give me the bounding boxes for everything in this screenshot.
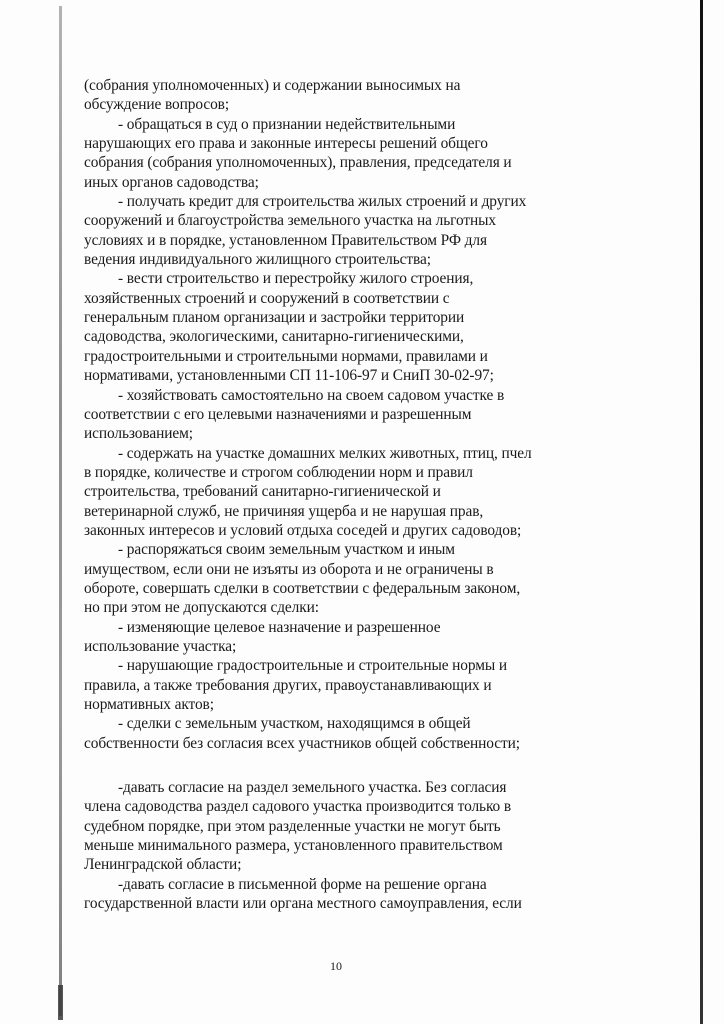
text-line: Ленинградской области; xyxy=(84,856,242,874)
text-line: условиях и в порядке, установленном Правительством РФ для xyxy=(84,231,487,249)
text-line: ведения индивидуального жилищного строительства; xyxy=(84,251,431,269)
text-line: нарушающих его права и законные интересы решений общего xyxy=(84,135,488,153)
text-line: градостроительными и строительными нормами, правилами и xyxy=(84,347,488,365)
text-line: - хозяйствовать самостоятельно на своем садовом участке в xyxy=(118,386,505,404)
paragraph-gap xyxy=(84,753,624,778)
text-line: государственной власти или органа местного самоуправления, если xyxy=(84,895,522,913)
text-line: обсуждение вопросов; xyxy=(84,96,230,114)
text-line: судебном порядке, при этом разделенные участки не могут быть xyxy=(84,817,501,835)
text-line: -давать согласие в письменной форме на решение органа xyxy=(118,875,487,893)
text-line: использование участка; xyxy=(84,637,237,655)
text-line: (собрания уполномоченных) и содержании выносимых на xyxy=(84,77,461,94)
text-line: в порядке, количестве и строгом соблюдении норм и правил xyxy=(84,463,473,481)
text-line: - нарушающие градостроительные и строительные нормы и xyxy=(118,657,508,675)
text-line: законных интересов и условий отдыха соседей и других садоводов; xyxy=(84,521,522,539)
text-line: имуществом, если они не изъяты из оборота и не ограничены в xyxy=(84,560,494,578)
text-line: но при этом не допускаются сделки: xyxy=(84,599,319,617)
text-line: соответствии с его целевыми назначениями и разрешенным xyxy=(84,405,472,423)
text-line: меньше минимального размера, установленного правительством xyxy=(84,837,503,855)
text-line: - получать кредит для строительства жилых строений и других xyxy=(118,193,527,211)
text-line: - сделки с земельным участком, находящимся в общей xyxy=(118,715,471,733)
document-body xyxy=(84,76,624,913)
page-number: 10 xyxy=(330,959,342,973)
text-line: собственности без согласия всех участников общей собственности; xyxy=(84,734,520,752)
text-line: иных органов садоводства; xyxy=(84,173,259,191)
scan-left-edge-shadow xyxy=(58,985,63,1020)
text-line: нормативами, установленными СП 11-106-97 и СниП 30-02-97; xyxy=(84,367,494,385)
text-line: садоводства, экологическими, санитарно-гигиеническими, xyxy=(84,328,464,346)
text-line: члена садоводства раздел садового участка производится только в xyxy=(84,798,512,816)
scan-right-edge xyxy=(700,0,703,1024)
text-line: ветеринарной служб, не причиняя ущерба и не нарушая прав, xyxy=(84,502,484,520)
text-line: - вести строительство и перестройку жилого строения, xyxy=(118,270,474,288)
text-line: обороте, совершать сделки в соответствии с федеральным законом, xyxy=(84,579,521,597)
text-line: - обращаться в суд о признании недействительными xyxy=(118,115,456,133)
text-line: использованием; xyxy=(84,425,193,443)
text-line: собрания (собрания уполномоченных), правления, председателя и xyxy=(84,154,512,172)
text-line: - содержать на участке домашних мелких животных, птиц, пчел xyxy=(118,444,532,462)
text-line: хозяйственных строений и сооружений в соответствии с xyxy=(84,289,450,307)
text-line: - изменяющие целевое назначение и разрешенное xyxy=(118,618,441,636)
text-line: нормативных актов; xyxy=(84,696,214,713)
text-line: сооружений и благоустройства земельного участка на льготных xyxy=(84,212,496,230)
text-line: - распоряжаться своим земельным участком и иным xyxy=(118,541,455,559)
text-line: генеральным планом организации и застройки территории xyxy=(84,309,465,327)
text-line: -давать согласие на раздел земельного участка. Без согласия xyxy=(118,779,507,797)
text-line: правила, а также требования других, правоустанавливающих и xyxy=(84,676,492,694)
scan-left-edge xyxy=(59,6,62,1016)
text-line: строительства, требований санитарно-гигиенической и xyxy=(84,483,441,501)
